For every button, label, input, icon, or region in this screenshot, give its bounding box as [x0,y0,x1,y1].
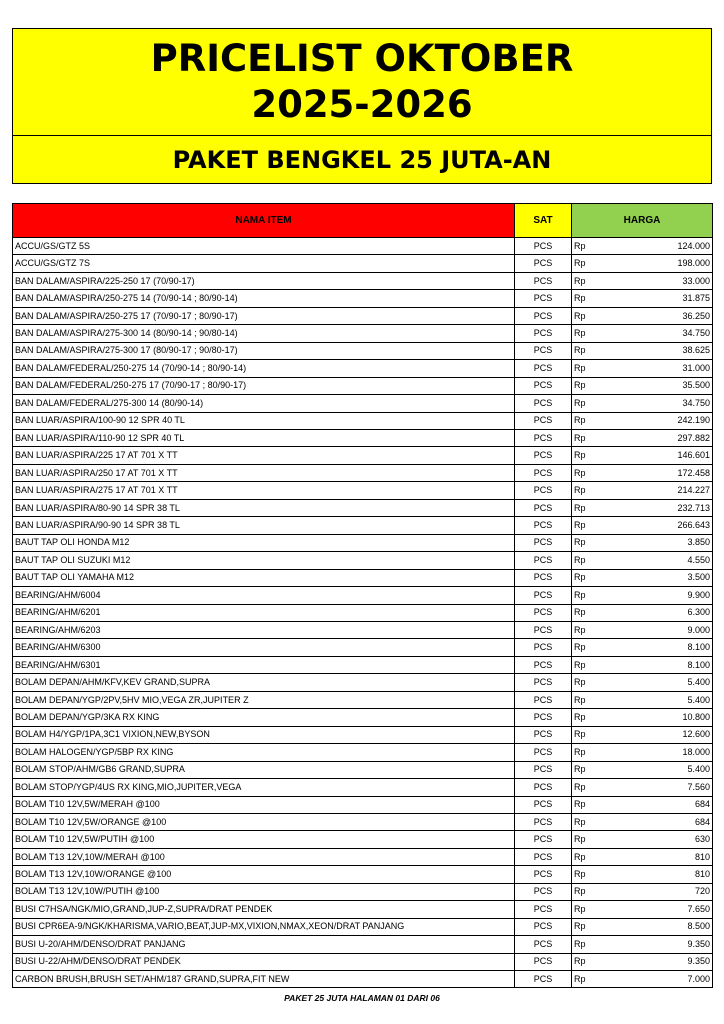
table-row [13,238,713,255]
unit-cell: PCS [515,918,572,935]
table-row [13,779,713,796]
currency-cell: Rp [572,325,632,342]
price-cell: 232.713 [632,499,713,516]
item-name-cell: BOLAM T13 12V,10W/PUTIH @100 [13,883,515,900]
item-name-cell: BOLAM DEPAN/YGP/3KA RX KING [13,709,515,726]
currency-cell: Rp [572,464,632,481]
table-row [13,552,713,569]
table-row [13,464,713,481]
table-row [13,342,713,359]
unit-cell: PCS [515,325,572,342]
unit-cell: PCS [515,621,572,638]
table-row [13,971,713,988]
item-name-cell: BAN LUAR/ASPIRA/250 17 AT 701 X TT [13,464,515,481]
currency-cell: Rp [572,517,632,534]
price-cell: 38.625 [632,342,713,359]
item-name-cell: BAN LUAR/ASPIRA/100-90 12 SPR 40 TL [13,412,515,429]
table-row [13,534,713,551]
currency-cell: Rp [572,360,632,377]
price-cell: 4.550 [632,552,713,569]
table-row [13,587,713,604]
table-row [13,691,713,708]
unit-cell: PCS [515,796,572,813]
unit-cell: PCS [515,464,572,481]
price-cell: 146.601 [632,447,713,464]
table-row [13,482,713,499]
unit-cell: PCS [515,761,572,778]
table-row [13,360,713,377]
table-row [13,726,713,743]
price-cell: 31.875 [632,290,713,307]
currency-cell: Rp [572,412,632,429]
price-cell: 9.350 [632,936,713,953]
unit-cell: PCS [515,238,572,255]
price-cell: 214.227 [632,482,713,499]
item-name-cell: BAN LUAR/ASPIRA/110-90 12 SPR 40 TL [13,429,515,446]
currency-cell: Rp [572,744,632,761]
currency-cell: Rp [572,587,632,604]
table-row [13,412,713,429]
currency-cell: Rp [572,674,632,691]
table-row [13,499,713,516]
unit-cell: PCS [515,901,572,918]
unit-cell: PCS [515,779,572,796]
title-banner [12,28,712,184]
currency-cell: Rp [572,656,632,673]
currency-cell: Rp [572,429,632,446]
price-cell: 684 [632,813,713,830]
item-name-cell: BOLAM T10 12V,5W/MERAH @100 [13,796,515,813]
table-row [13,517,713,534]
unit-cell: PCS [515,290,572,307]
item-name-cell: BOLAM T10 12V,5W/ORANGE @100 [13,813,515,830]
table-row [13,674,713,691]
currency-cell: Rp [572,901,632,918]
table-row [13,831,713,848]
unit-cell: PCS [515,953,572,970]
unit-cell: PCS [515,744,572,761]
item-name-cell: BOLAM T10 12V,5W/PUTIH @100 [13,831,515,848]
table-row [13,290,713,307]
item-name-cell: BAN LUAR/ASPIRA/80-90 14 SPR 38 TL [13,499,515,516]
currency-cell: Rp [572,552,632,569]
currency-cell: Rp [572,499,632,516]
price-cell: 266.643 [632,517,713,534]
item-name-cell: BOLAM STOP/YGP/4US RX KING,MIO,JUPITER,VEGA [13,779,515,796]
item-name-cell: BAN LUAR/ASPIRA/90-90 14 SPR 38 TL [13,517,515,534]
table-row [13,953,713,970]
currency-cell: Rp [572,639,632,656]
unit-cell: PCS [515,848,572,865]
price-cell: 9.000 [632,621,713,638]
price-cell: 36.250 [632,307,713,324]
item-name-cell: BAN LUAR/ASPIRA/225 17 AT 701 X TT [13,447,515,464]
price-table [12,203,713,988]
item-name-cell: CARBON BRUSH,BRUSH SET/AHM/187 GRAND,SUPRA,FIT NEW [13,971,515,988]
price-cell: 6.300 [632,604,713,621]
currency-cell: Rp [572,395,632,412]
table-row [13,866,713,883]
item-name-cell: BAN DALAM/FEDERAL/250-275 17 (70/90-17 ; 80/90-17) [13,377,515,394]
price-cell: 18.000 [632,744,713,761]
item-name-cell: BOLAM H4/YGP/1PA,3C1 VIXION,NEW,BYSON [13,726,515,743]
item-name-cell: BOLAM T13 12V,10W/MERAH @100 [13,848,515,865]
price-cell: 34.750 [632,325,713,342]
unit-cell: PCS [515,552,572,569]
item-name-cell: BOLAM STOP/AHM/GB6 GRAND,SUPRA [13,761,515,778]
table-row [13,936,713,953]
price-cell: 10.800 [632,709,713,726]
item-name-cell: BOLAM HALOGEN/YGP/5BP RX KING [13,744,515,761]
unit-cell: PCS [515,342,572,359]
page-footer: PAKET 25 JUTA HALAMAN 01 DARI 06 [284,993,440,1003]
item-name-cell: BAUT TAP OLI SUZUKI M12 [13,552,515,569]
item-name-cell: BOLAM DEPAN/YGP/2PV,5HV MIO,VEGA ZR,JUPITER Z [13,691,515,708]
table-row [13,709,713,726]
currency-cell: Rp [572,447,632,464]
unit-cell: PCS [515,726,572,743]
price-cell: 5.400 [632,761,713,778]
item-name-cell: BAN DALAM/ASPIRA/225-250 17 (70/90-17) [13,272,515,289]
price-cell: 7.560 [632,779,713,796]
item-name-cell: BOLAM DEPAN/AHM/KFV,KEV GRAND,SUPRA [13,674,515,691]
currency-cell: Rp [572,604,632,621]
table-row [13,918,713,935]
price-cell: 8.100 [632,656,713,673]
price-cell: 12.600 [632,726,713,743]
unit-cell: PCS [515,639,572,656]
unit-cell: PCS [515,709,572,726]
unit-cell: PCS [515,377,572,394]
price-cell: 172.458 [632,464,713,481]
table-row [13,639,713,656]
table-row [13,325,713,342]
currency-cell: Rp [572,238,632,255]
item-name-cell: BAN DALAM/ASPIRA/275-300 14 (80/90-14 ; 90/80-14) [13,325,515,342]
price-cell: 684 [632,796,713,813]
table-row [13,307,713,324]
item-name-cell: BEARING/AHM/6201 [13,604,515,621]
currency-cell: Rp [572,761,632,778]
currency-cell: Rp [572,796,632,813]
currency-cell: Rp [572,709,632,726]
price-cell: 8.100 [632,639,713,656]
price-cell: 33.000 [632,272,713,289]
price-cell: 8.500 [632,918,713,935]
table-header-row [13,204,713,238]
currency-cell: Rp [572,290,632,307]
item-name-cell: BUSI C7HSA/NGK/MIO,GRAND,JUP-Z,SUPRA/DRAT PENDEK [13,901,515,918]
unit-cell: PCS [515,429,572,446]
unit-cell: PCS [515,395,572,412]
table-row [13,447,713,464]
price-cell: 9.900 [632,587,713,604]
currency-cell: Rp [572,621,632,638]
table-row [13,901,713,918]
price-cell: 5.400 [632,674,713,691]
unit-cell: PCS [515,360,572,377]
currency-cell: Rp [572,377,632,394]
item-name-cell: BAN LUAR/ASPIRA/275 17 AT 701 X TT [13,482,515,499]
item-name-cell: BAN DALAM/ASPIRA/250-275 14 (70/90-14 ; 80/90-14) [13,290,515,307]
unit-cell: PCS [515,255,572,272]
unit-cell: PCS [515,883,572,900]
currency-cell: Rp [572,482,632,499]
unit-cell: PCS [515,499,572,516]
currency-cell: Rp [572,848,632,865]
currency-cell: Rp [572,971,632,988]
item-name-cell: BEARING/AHM/6301 [13,656,515,673]
price-cell: 810 [632,848,713,865]
item-name-cell: BAUT TAP OLI HONDA M12 [13,534,515,551]
currency-cell: Rp [572,866,632,883]
unit-cell: PCS [515,569,572,586]
price-cell: 630 [632,831,713,848]
item-name-cell: BUSI CPR6EA-9/NGK/KHARISMA,VARIO,BEAT,JUP-MX,VIXION,NMAX,XEON/DRAT PANJANG [13,918,515,935]
table-row [13,656,713,673]
price-cell: 7.650 [632,901,713,918]
unit-cell: PCS [515,691,572,708]
unit-cell: PCS [515,412,572,429]
currency-cell: Rp [572,779,632,796]
page-subtitle: PAKET BENGKEL 25 JUTA-AN [13,135,711,184]
table-row [13,569,713,586]
currency-cell: Rp [572,272,632,289]
table-row [13,848,713,865]
currency-cell: Rp [572,255,632,272]
item-name-cell: BUSI U-20/AHM/DENSO/DRAT PANJANG [13,936,515,953]
price-cell: 5.400 [632,691,713,708]
unit-cell: PCS [515,482,572,499]
price-cell: 9.350 [632,953,713,970]
table-row [13,604,713,621]
price-cell: 31.000 [632,360,713,377]
unit-cell: PCS [515,656,572,673]
currency-cell: Rp [572,831,632,848]
unit-cell: PCS [515,587,572,604]
table-row [13,429,713,446]
item-name-cell: BEARING/AHM/6004 [13,587,515,604]
price-cell: 3.500 [632,569,713,586]
unit-cell: PCS [515,534,572,551]
column-header-nama-item: NAMA ITEM [13,204,515,238]
currency-cell: Rp [572,936,632,953]
unit-cell: PCS [515,517,572,534]
unit-cell: PCS [515,971,572,988]
column-header-harga: HARGA [572,204,713,238]
price-cell: 3.850 [632,534,713,551]
item-name-cell: BAUT TAP OLI YAMAHA M12 [13,569,515,586]
table-row [13,796,713,813]
unit-cell: PCS [515,813,572,830]
currency-cell: Rp [572,342,632,359]
currency-cell: Rp [572,918,632,935]
unit-cell: PCS [515,447,572,464]
price-cell: 34.750 [632,395,713,412]
item-name-cell: BEARING/AHM/6300 [13,639,515,656]
item-name-cell: BUSI U-22/AHM/DENSO/DRAT PENDEK [13,953,515,970]
item-name-cell: BAN DALAM/FEDERAL/275-300 14 (80/90-14) [13,395,515,412]
table-row [13,395,713,412]
price-cell: 810 [632,866,713,883]
unit-cell: PCS [515,307,572,324]
title-area [13,29,711,135]
column-header-sat: SAT [515,204,572,238]
item-name-cell: BOLAM T13 12V,10W/ORANGE @100 [13,866,515,883]
table-body [13,238,713,988]
table-row [13,255,713,272]
currency-cell: Rp [572,691,632,708]
currency-cell: Rp [572,534,632,551]
currency-cell: Rp [572,307,632,324]
price-cell: 124.000 [632,238,713,255]
unit-cell: PCS [515,866,572,883]
item-name-cell: ACCU/GS/GTZ 7S [13,255,515,272]
page-title-line1: PRICELIST OKTOBER [150,37,574,80]
item-name-cell: ACCU/GS/GTZ 5S [13,238,515,255]
table-row [13,813,713,830]
currency-cell: Rp [572,813,632,830]
table-row [13,744,713,761]
currency-cell: Rp [572,726,632,743]
table-row [13,761,713,778]
currency-cell: Rp [572,569,632,586]
table-row [13,883,713,900]
item-name-cell: BEARING/AHM/6203 [13,621,515,638]
unit-cell: PCS [515,272,572,289]
table-row [13,621,713,638]
price-cell: 198.000 [632,255,713,272]
table-row [13,377,713,394]
unit-cell: PCS [515,674,572,691]
unit-cell: PCS [515,831,572,848]
page-title-line2: 2025-2026 [251,83,473,126]
item-name-cell: BAN DALAM/ASPIRA/250-275 17 (70/90-17 ; 80/90-17) [13,307,515,324]
unit-cell: PCS [515,604,572,621]
price-cell: 35.500 [632,377,713,394]
item-name-cell: BAN DALAM/ASPIRA/275-300 17 (80/90-17 ; 90/80-17) [13,342,515,359]
price-cell: 297.882 [632,429,713,446]
currency-cell: Rp [572,883,632,900]
price-cell: 7.000 [632,971,713,988]
price-cell: 720 [632,883,713,900]
currency-cell: Rp [572,953,632,970]
table-row [13,272,713,289]
unit-cell: PCS [515,936,572,953]
price-cell: 242.190 [632,412,713,429]
item-name-cell: BAN DALAM/FEDERAL/250-275 14 (70/90-14 ; 80/90-14) [13,360,515,377]
